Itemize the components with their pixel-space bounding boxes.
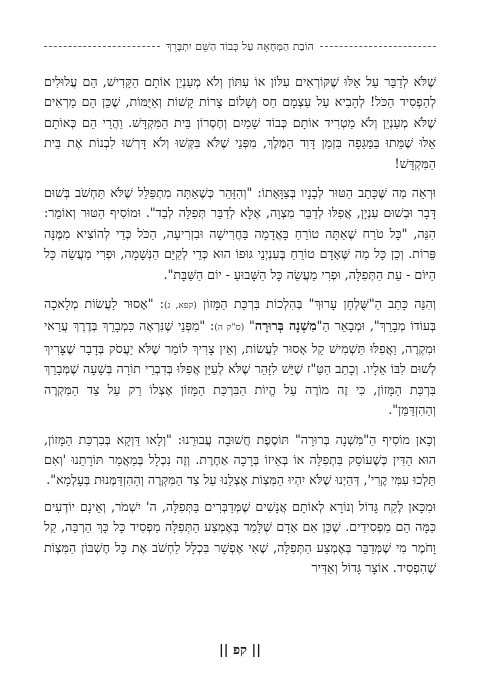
paragraph-3-text: : "אָסוּר לַעֲשׂוֹת מְלָאכָה בְּעוֹדוֹ מְבָרֵךְ", וּמְבָאֵר הַ" xyxy=(44,296,437,334)
citation-mishnah-berurah: (ס"ק ה) xyxy=(214,323,245,334)
paragraph-2: וּרְאֵה מַה שֶּׁכָּתַב הַטּוּר לְבָנָיו בְּצַוָּאָתוֹ: "וְהִזָּהֵר כְּשֶׁאַתָּה מִתְפַּלֵּל שֶׁלֹּא תַּחְשֹׁב בְּשׁוּם דָּבָר וּבְשׁוּם עִנְיָן, אֲפִלּוּ לְדַבֵּר מִצְוָה, אֶלָּא לְדַבֵּר תְּפִלָּה לְבַד". וּמוֹסִיף הַטּוּר וְאוֹמֵר: הִנֵּה, "כָּל טֹרַח שֶׁאַתָּה טוֹרֵחַ בָּאֲדָמָה בַּחֲרִישָׁה וּבִזְרִיעָה, הַכֹּל כְּדֵי לְהוֹצִיא מִמֶּנָּה פֵּרוֹת. וְכֵן כָּל מַה שֶּׁאָדָם טוֹרֵחַ בְּעִנְיְנֵי גּוּפוֹ הוּא כְּדֵי לְקַיֵּם הַנְּשָׁמָה, וּפְרִי מַעֲשֵׂה כָּל הַיּוֹם - עֵת הַתְּפִלָּה, וּפְרִי מַעֲשֵׂה כָּל הַשָּׁבוּעַ - יוֹם הַשַּׁבָּת". xyxy=(44,185,436,282)
header-rule-right xyxy=(320,46,436,47)
running-header xyxy=(44,38,436,54)
mishnah-berurah-title: מִשְׁנָה בְּרוּרָה xyxy=(254,318,317,334)
paragraph-5: וּמִכָּאן לֶקַח גָּדוֹל וְנוֹרָא לְאוֹתָם אֲנָשִׁים שֶׁמְּדַבְּרִים בַּתְּפִלָּה, ה' יִשְׁמֹר, וְאֵינָם יוֹדְעִים כַּמָּה הֵם מַפְסִידִים. שֶׁכֵּן אִם אָדָם שֶׁלָּמַד בְּאֶמְצַע הַתְּפִלָּה מַפְסִיד כָּל כָּךְ הַרְבֵּה, קַל וָחֹמֶר מִי שֶׁמְּדַבֵּר בְּאֶמְצַע הַתְּפִלָּה, שֶׁאִי אֶפְשָׁר בִּכְלָל לַחְשֹׁב אֶת כָּל חֶשְׁבּוֹן הַמִּצְוֹת שֶׁהִפְסִיד. אוֹצָר גָּדוֹל וְאַדִּיר xyxy=(44,498,436,575)
paragraph-3 xyxy=(44,294,436,420)
paragraph-3-text: " xyxy=(244,318,255,334)
running-title: הוֹבַת הַמְּחָאָה עַל כְּבוֹד הַשֵּׁם יִתְבָּרֵךְ xyxy=(166,39,314,53)
paragraph-1: שֶׁלֹּא לְדַבֵּר עַל אֵלּוּ שֶׁקּוֹרְאִים עִלּוֹן אוֹ עִתּוֹן וְלֹא מְעַנְיֵן אוֹתָם הַקָּדִישׁ, הֵם עֲלוּלִים לְהַפְסִיד הַכֹּל! לְהָבִיא עַל עַצְמָם חַס וְשָׁלוֹם צָרוֹת קָשׁוֹת וְאַיֻּמּוֹת, שֶׁכֵּן הֵם מַרְאִים שֶׁלֹּא מְעַנְיֵן וְלֹא מַטְרִיד אוֹתָם כְּבוֹד שָׁמַיִם וְחֶסְרוֹן בֵּית הַמִּקְדָּשׁ. וַהֲרֵי הֵם כְּאוֹתָם אֵלּוּ שֶׁמֵּתוּ בַּמַּגֵּפָה בִּזְמַן דָּוִד הַמֶּלֶךְ, מִפְּנֵי שֶׁלֹּא בִּקְּשׁוּ וְלֹא דָּרְשׁוּ לִבְנוֹת אֶת בֵּית הַמִּקְדָּשׁ! xyxy=(44,74,436,171)
body-text xyxy=(44,72,436,578)
citation-shulchan-aruch: (קפא, ג) xyxy=(163,301,197,312)
header-rule-left xyxy=(44,46,160,47)
page-number: || קפ || xyxy=(219,643,261,658)
paragraph-3-text: : "מִפְּנֵי שֶׁנִּרְאֶה כִּמְבָרֵךְ בְּדֶרֶךְ עֲרַאי וּמִקְרֶה, וַאֲפִלּוּ תַּשְׁמִישׁ קַל אָסוּר לַעֲשׂוֹת, וְאֵין צָרִיךְ לוֹמַר שֶׁלֹּא יַעֲסֹק בְּדָבָר שֶׁצָּרִיךְ לְשׁוּם לִבּוֹ אֵלָיו. וְכָתַב הַטַּ"ז שֶׁיֵּשׁ לִזָּהֵר שֶׁלֹּא לְעַיֵּן אֲפִלּוּ בְּדִבְרֵי תוֹרָה בְּשָׁעָה שֶׁמְּבָרֵךְ בִּרְכַּת הַמָּזוֹן, כִּי זֶה מוֹרֶה עַל הֱיוֹת הַבִּרְכַּת הַמָּזוֹן אֶצְלוֹ רַק עַל צַד הַמִּקְרֶה וְהַהִזְדַּמֵּן". xyxy=(44,318,436,418)
paragraph-4: וְכָאן מוֹסִיף הַ"מִּשְׁנָה בְּרוּרָה" תּוֹסֶפֶת חֲשׁוּבָה עֲבוּרֵנוּ: "וְלָאו דַּוְקָא בְּבִרְכַּת הַמָּזוֹן, הוּא הַדִּין כְּשֶׁעוֹסֵק בִּתְפִלָּה אוֹ בְּאֵיזוֹ בְּרָכָה אַחֶרֶת. וְזֶה נִכְלָל בְּמַאֲמַר תּוֹרָתֵנוּ 'וְאִם תֵּלְכוּ עִמִּי קֶרִי', דְּהַיְנוּ שֶׁלֹּא יִהְיוּ הַמִּצְוֹת אֶצְלֵנוּ עַל צַד הַמִּקְרֶה וְהַהִזְדַּמְּנוּת בְּעָלְמָא". xyxy=(44,431,436,488)
paragraph-3-text: וְהִנֵּה כָּתַב הַ"שֻּׁלְחָן עָרוּךְ" בְּהִלְכוֹת בִּרְכַּת הַמָּזוֹן xyxy=(196,296,437,312)
